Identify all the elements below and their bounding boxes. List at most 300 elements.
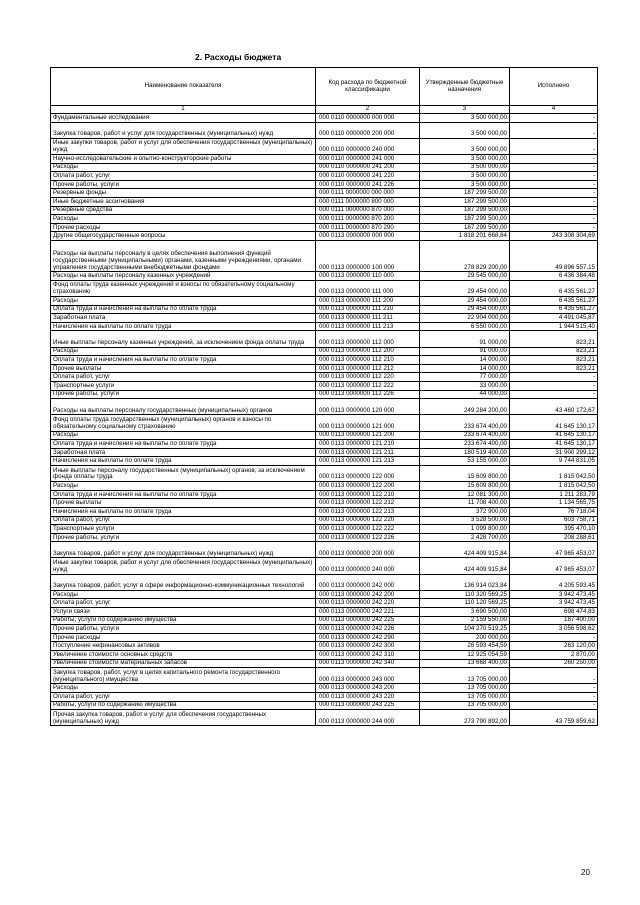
- row-code: 000 0113 0000000 242 220: [316, 599, 420, 608]
- row-code: 000 0113 0000000 122 226: [316, 533, 420, 542]
- row-executed: 1 944 515,40: [510, 322, 598, 331]
- row-executed: 41 645 130,17: [510, 415, 598, 431]
- row-code: 000 0113 0000000 100 000: [316, 240, 420, 271]
- row-name: Иные бюджетные ассигнования: [51, 197, 316, 206]
- row-executed: 263 120,00: [510, 642, 598, 651]
- row-approved: 233 674 400,00: [420, 415, 510, 431]
- row-code: 000 0113 0000000 242 300: [316, 642, 420, 651]
- row-executed: -: [510, 684, 598, 693]
- row-code: 000 0113 0000000 243 225: [316, 701, 420, 710]
- table-row: [51, 356, 598, 365]
- row-approved: 33 000,00: [420, 382, 510, 391]
- row-executed: 823,21: [510, 347, 598, 356]
- row-name: Оплата работ, услуг: [51, 599, 316, 608]
- row-approved: 29 454 000,00: [420, 280, 510, 296]
- row-approved: 200 000,00: [420, 633, 510, 642]
- row-approved: 53 155 000,00: [420, 457, 510, 466]
- row-executed: -: [510, 197, 598, 206]
- row-executed: 2 870,00: [510, 651, 598, 660]
- table-row: [51, 232, 598, 241]
- row-executed: 47 965 453,07: [510, 558, 598, 574]
- row-name: Иные выплаты персоналу казенных учреждений, за исключением фонда оплаты труда: [51, 331, 316, 347]
- table-row: [51, 642, 598, 651]
- row-approved: 233 674 400,00: [420, 431, 510, 440]
- row-code: 000 0113 0000000 242 000: [316, 574, 420, 590]
- row-name: Поступление нефинансовых активов: [51, 642, 316, 651]
- table-row: [51, 215, 598, 224]
- row-executed: 4 491 045,87: [510, 314, 598, 323]
- row-executed: 1 815 042,50: [510, 465, 598, 481]
- row-approved: 136 914 023,84: [420, 574, 510, 590]
- row-executed: -: [510, 122, 598, 138]
- row-code: 000 0113 0000000 242 200: [316, 590, 420, 599]
- row-approved: 29 545 000,00: [420, 272, 510, 281]
- row-code: 000 0113 0000000 121 210: [316, 440, 420, 449]
- table-row: [51, 180, 598, 189]
- column-number: 1: [51, 106, 316, 114]
- row-executed: 187 400,00: [510, 616, 598, 625]
- row-approved: 91 000,00: [420, 347, 510, 356]
- row-code: 000 0110 0000000 241 200: [316, 163, 420, 172]
- row-executed: -: [510, 668, 598, 684]
- row-code: 000 0111 0000000 800 000: [316, 197, 420, 206]
- row-name: Транспортные услуги: [51, 382, 316, 391]
- table-row: [51, 542, 598, 558]
- row-approved: 3 500 000,00: [420, 138, 510, 154]
- table-row: [51, 668, 598, 684]
- table-row: [51, 616, 598, 625]
- row-code: 000 0113 0000000 242 290: [316, 633, 420, 642]
- row-code: 000 0113 0000000 122 220: [316, 516, 420, 525]
- row-approved: 424 409 915,84: [420, 542, 510, 558]
- row-name: Закупка товаров, работ, услуг в сфере информационно-коммуникационных технологий: [51, 574, 316, 590]
- table-body: [51, 114, 598, 726]
- row-executed: -: [510, 390, 598, 399]
- row-code: 000 0113 0000000 242 225: [316, 616, 420, 625]
- row-code: 000 0113 0000000 121 213: [316, 457, 420, 466]
- table-row: [51, 272, 598, 281]
- row-code: 000 0113 0000000 112 000: [316, 331, 420, 347]
- row-executed: 1 134 565,75: [510, 499, 598, 508]
- row-name: Закупка товаров, работ и услуг для государственных (муниципальных) нужд: [51, 122, 316, 138]
- row-approved: 14 000,00: [420, 364, 510, 373]
- row-name: Расходы: [51, 347, 316, 356]
- row-name: Оплата труда и начисления на выплаты по оплате труда: [51, 356, 316, 365]
- table-row: [51, 507, 598, 516]
- row-name: Транспортные услуги: [51, 525, 316, 534]
- row-executed: 43 759 859,62: [510, 710, 598, 726]
- row-code: 000 0111 0000000 870 000: [316, 206, 420, 215]
- row-name: Расходы: [51, 590, 316, 599]
- row-name: Закупка товаров, работ и услуг для государственных (муниципальных) нужд: [51, 542, 316, 558]
- row-code: 000 0113 0000000 112 222: [316, 382, 420, 391]
- row-approved: 187 299 500,00: [420, 223, 510, 232]
- table-row: [51, 280, 598, 296]
- row-code: 000 0113 0000000 122 210: [316, 490, 420, 499]
- row-code: 000 0113 0000000 242 340: [316, 659, 420, 668]
- row-name: Начисления на выплаты по оплате труда: [51, 322, 316, 331]
- table-row: [51, 590, 598, 599]
- row-name: Иные закупки товаров, работ и услуг для обеспечения государственных (муниципальных) нужд: [51, 138, 316, 154]
- row-name: Иные выплаты персоналу государственных (муниципальных) органов, за исключением фонда оплаты труда: [51, 465, 316, 481]
- row-approved: 3 690 500,00: [420, 608, 510, 617]
- row-name: Расходы: [51, 215, 316, 224]
- row-approved: 187 299 500,00: [420, 189, 510, 198]
- row-code: 000 0113 0000000 242 221: [316, 608, 420, 617]
- row-approved: 13 705 000,00: [420, 684, 510, 693]
- row-name: Прочие работы, услуги: [51, 390, 316, 399]
- table-row: [51, 163, 598, 172]
- row-name: Прочие работы, услуги: [51, 533, 316, 542]
- row-approved: 3 500 000,00: [420, 163, 510, 172]
- row-approved: 1 818 201 668,84: [420, 232, 510, 241]
- table-row: [51, 331, 598, 347]
- row-code: 000 0113 0000000 122 213: [316, 507, 420, 516]
- row-name: Прочая закупка товаров, работ и услуг для обеспечения государственных (муниципальных) нужд: [51, 710, 316, 726]
- row-name: Начисления на выплаты по оплате труда: [51, 457, 316, 466]
- column-number: 4: [510, 106, 598, 114]
- row-executed: 47 965 453,07: [510, 542, 598, 558]
- row-name: Прочие работы, услуги: [51, 625, 316, 634]
- row-approved: 91 000,00: [420, 331, 510, 347]
- expenses-table: [50, 67, 598, 726]
- row-approved: 3 500 000,00: [420, 154, 510, 163]
- table-row: [51, 525, 598, 534]
- row-executed: 823,21: [510, 331, 598, 347]
- table-row: [51, 390, 598, 399]
- row-name: Резервные средства: [51, 206, 316, 215]
- row-name: Прочие выплаты: [51, 364, 316, 373]
- row-name: Увеличение стоимости материальных запасов: [51, 659, 316, 668]
- row-executed: -: [510, 215, 598, 224]
- row-approved: 3 528 500,00: [420, 516, 510, 525]
- row-code: 000 0113 0000000 240 000: [316, 558, 420, 574]
- row-approved: 249 284 200,00: [420, 399, 510, 415]
- row-code: 000 0113 0000000 122 200: [316, 482, 420, 491]
- row-executed: 6 435 561,27: [510, 305, 598, 314]
- table-row: [51, 608, 598, 617]
- table-row: [51, 197, 598, 206]
- row-executed: -: [510, 189, 598, 198]
- row-name: Фундаментальные исследования: [51, 114, 316, 123]
- column-number: 3: [420, 106, 510, 114]
- table-row: [51, 189, 598, 198]
- row-executed: 823,21: [510, 356, 598, 365]
- row-code: 000 0111 0000000 870 290: [316, 223, 420, 232]
- row-name: Фонд оплаты труда казенных учреждений и взносы по обязательному социальному страхованию: [51, 280, 316, 296]
- row-code: 000 0110 0000000 240 000: [316, 138, 420, 154]
- row-executed: 43 460 172,67: [510, 399, 598, 415]
- row-name: Иные закупки товаров, работ и услуг для обеспечения государственных (муниципальных) нужд: [51, 558, 316, 574]
- row-approved: 3 500 000,00: [420, 180, 510, 189]
- table-row: [51, 305, 598, 314]
- row-executed: 823,21: [510, 364, 598, 373]
- row-code: 000 0113 0000000 242 226: [316, 625, 420, 634]
- table-row: [51, 431, 598, 440]
- row-approved: 6 550 000,00: [420, 322, 510, 331]
- row-approved: 424 409 915,84: [420, 558, 510, 574]
- row-name: Закупка товаров, работ, услуг в целях капитального ремонта государственного (муниципального) имущества: [51, 668, 316, 684]
- table-row: [51, 314, 598, 323]
- table-row: [51, 701, 598, 710]
- row-approved: 77 000,00: [420, 373, 510, 382]
- row-code: 000 0110 0000000 200 000: [316, 122, 420, 138]
- row-code: 000 0113 0000000 000 000: [316, 232, 420, 241]
- row-approved: 372 900,00: [420, 507, 510, 516]
- row-name: Прочие выплаты: [51, 499, 316, 508]
- table-row: [51, 684, 598, 693]
- row-code: 000 0110 0000000 000 000: [316, 114, 420, 123]
- table-row: [51, 558, 598, 574]
- row-executed: 76 718,04: [510, 507, 598, 516]
- row-name: Работы, услуги по содержанию имущества: [51, 701, 316, 710]
- row-approved: 13 705 000,00: [420, 692, 510, 701]
- row-name: Оплата труда и начисления на выплаты по оплате труда: [51, 440, 316, 449]
- row-approved: 2 159 550,00: [420, 616, 510, 625]
- row-name: Прочие расходы: [51, 633, 316, 642]
- row-code: 000 0113 0000000 243 220: [316, 692, 420, 701]
- row-code: 000 0113 0000000 243 200: [316, 684, 420, 693]
- row-approved: 29 454 000,00: [420, 297, 510, 306]
- row-executed: -: [510, 154, 598, 163]
- row-code: 000 0110 0000000 241 220: [316, 172, 420, 181]
- row-name: Оплата труда и начисления на выплаты по оплате труда: [51, 490, 316, 499]
- row-name: Оплата работ, услуг: [51, 172, 316, 181]
- row-approved: 12 925 054,59: [420, 651, 510, 660]
- row-approved: 3 500 000,00: [420, 172, 510, 181]
- table-row: [51, 297, 598, 306]
- row-approved: 29 454 000,00: [420, 305, 510, 314]
- row-executed: 9 744 831,05: [510, 457, 598, 466]
- row-code: 000 0111 0000000 870 200: [316, 215, 420, 224]
- row-code: 000 0113 0000000 111 210: [316, 305, 420, 314]
- row-name: Оплата работ, услуг: [51, 692, 316, 701]
- row-name: Расходы: [51, 163, 316, 172]
- row-name: Расходы: [51, 431, 316, 440]
- row-name: Заработная плата: [51, 314, 316, 323]
- row-approved: 22 904 000,00: [420, 314, 510, 323]
- table-row: [51, 533, 598, 542]
- section-title: 2. Расходы бюджета: [195, 52, 282, 62]
- row-approved: 187 299 500,00: [420, 206, 510, 215]
- row-executed: 6 436 384,48: [510, 272, 598, 281]
- row-name: Резервные фонды: [51, 189, 316, 198]
- row-executed: 208 288,61: [510, 533, 598, 542]
- row-name: Оплата труда и начисления на выплаты по оплате труда: [51, 305, 316, 314]
- row-name: Увеличение стоимости основных средств: [51, 651, 316, 660]
- table-row: [51, 114, 598, 123]
- row-code: 000 0113 0000000 121 211: [316, 448, 420, 457]
- table-row: [51, 240, 598, 271]
- row-executed: 260 250,00: [510, 659, 598, 668]
- row-code: 000 0113 0000000 111 200: [316, 297, 420, 306]
- row-code: 000 0113 0000000 122 222: [316, 525, 420, 534]
- row-approved: 1 099 800,00: [420, 525, 510, 534]
- row-name: Расходы на выплаты персоналу государственных (муниципальных) органов: [51, 399, 316, 415]
- row-code: 000 0113 0000000 111 213: [316, 322, 420, 331]
- row-name: Начисления на выплаты по оплате труда: [51, 507, 316, 516]
- row-code: 000 0113 0000000 243 000: [316, 668, 420, 684]
- table-row: [51, 382, 598, 391]
- row-approved: 3 500 000,00: [420, 122, 510, 138]
- row-code: 000 0113 0000000 122 000: [316, 465, 420, 481]
- row-executed: -: [510, 373, 598, 382]
- row-executed: -: [510, 163, 598, 172]
- row-approved: 26 593 454,59: [420, 642, 510, 651]
- row-approved: 233 674 400,00: [420, 440, 510, 449]
- table-row: [51, 499, 598, 508]
- row-code: 000 0113 0000000 200 000: [316, 542, 420, 558]
- row-name: Услуги связи: [51, 608, 316, 617]
- row-code: 000 0113 0000000 112 210: [316, 356, 420, 365]
- header-approved: Утвержденные бюджетные назначения: [420, 68, 510, 106]
- table-row: [51, 599, 598, 608]
- header-expense-code: Код расхода по бюджетной классификации: [316, 68, 420, 106]
- row-executed: 243 308 304,69: [510, 232, 598, 241]
- table-row: [51, 172, 598, 181]
- column-number: 2: [316, 106, 420, 114]
- row-name: Научно-исследовательские и опытно-конструкторские работы: [51, 154, 316, 163]
- row-name: Расходы: [51, 684, 316, 693]
- row-executed: -: [510, 701, 598, 710]
- row-executed: 3 942 473,45: [510, 599, 598, 608]
- row-approved: 278 829 200,00: [420, 240, 510, 271]
- row-name: Работы, услуги по содержанию имущества: [51, 616, 316, 625]
- table-row: [51, 122, 598, 138]
- table-row: [51, 448, 598, 457]
- row-approved: 187 299 500,00: [420, 197, 510, 206]
- table-row: [51, 154, 598, 163]
- row-name: Другие общегосударственные вопросы: [51, 232, 316, 241]
- row-approved: 15 609 800,00: [420, 482, 510, 491]
- row-approved: 44 000,00: [420, 390, 510, 399]
- row-executed: -: [510, 382, 598, 391]
- table-row: [51, 206, 598, 215]
- row-approved: 15 609 800,00: [420, 465, 510, 481]
- column-number-row: [51, 106, 598, 114]
- header-executed: Исполнено: [510, 68, 598, 106]
- row-executed: 698 474,83: [510, 608, 598, 617]
- row-approved: 273 790 892,00: [420, 710, 510, 726]
- row-code: 000 0113 0000000 121 000: [316, 415, 420, 431]
- row-executed: 6 435 561,27: [510, 280, 598, 296]
- row-code: 000 0111 0000000 000 000: [316, 189, 420, 198]
- table-row: [51, 651, 598, 660]
- table-row: [51, 415, 598, 431]
- table-row: [51, 364, 598, 373]
- row-code: 000 0113 0000000 112 200: [316, 347, 420, 356]
- row-name: Прочие расходы: [51, 223, 316, 232]
- row-approved: 3 500 000,00: [420, 114, 510, 123]
- page-number: 20: [581, 868, 590, 877]
- table-row: [51, 625, 598, 634]
- row-executed: 3 056 598,62: [510, 625, 598, 634]
- table-row: [51, 490, 598, 499]
- table-row: [51, 138, 598, 154]
- row-name: Заработная плата: [51, 448, 316, 457]
- row-code: 000 0113 0000000 111 000: [316, 280, 420, 296]
- row-executed: -: [510, 114, 598, 123]
- row-executed: 31 900 299,12: [510, 448, 598, 457]
- row-executed: -: [510, 223, 598, 232]
- row-executed: -: [510, 138, 598, 154]
- table-row: [51, 574, 598, 590]
- row-approved: 13 705 000,00: [420, 668, 510, 684]
- row-executed: 4 205 593,45: [510, 574, 598, 590]
- row-executed: 49 896 557,15: [510, 240, 598, 271]
- table-row: [51, 223, 598, 232]
- table-row: [51, 633, 598, 642]
- row-code: 000 0113 0000000 112 212: [316, 364, 420, 373]
- row-name: Оплата работ, услуг: [51, 373, 316, 382]
- row-executed: -: [510, 172, 598, 181]
- row-code: 000 0113 0000000 122 212: [316, 499, 420, 508]
- table-row: [51, 373, 598, 382]
- row-code: 000 0110 0000000 241 000: [316, 154, 420, 163]
- row-approved: 13 705 000,00: [420, 701, 510, 710]
- row-name: Расходы: [51, 482, 316, 491]
- row-name: Расходы на выплаты персоналу казенных учреждений: [51, 272, 316, 281]
- table-row: [51, 659, 598, 668]
- row-executed: 603 758,71: [510, 516, 598, 525]
- table-row: [51, 457, 598, 466]
- table-row: [51, 710, 598, 726]
- row-approved: 12 081 300,00: [420, 490, 510, 499]
- row-executed: 6 435 561,27: [510, 297, 598, 306]
- table-row: [51, 516, 598, 525]
- row-code: 000 0113 0000000 121 200: [316, 431, 420, 440]
- row-code: 000 0113 0000000 120 000: [316, 399, 420, 415]
- row-executed: -: [510, 206, 598, 215]
- row-name: Расходы на выплаты персоналу в целях обеспечения выполнения функций государственными (муниципальными) органами, казенными учреждениями, органами управления государственными внебюджетными фондами: [51, 240, 316, 271]
- row-code: 000 0110 0000000 241 226: [316, 180, 420, 189]
- row-approved: 180 519 400,00: [420, 448, 510, 457]
- row-approved: 14 000,00: [420, 356, 510, 365]
- table-row: [51, 347, 598, 356]
- row-approved: 110 320 569,25: [420, 590, 510, 599]
- row-code: 000 0113 0000000 242 310: [316, 651, 420, 660]
- table-header-row: [51, 68, 598, 106]
- row-executed: 1 211 283,79: [510, 490, 598, 499]
- row-approved: 13 668 400,00: [420, 659, 510, 668]
- row-code: 000 0113 0000000 111 211: [316, 314, 420, 323]
- row-name: Расходы: [51, 297, 316, 306]
- row-code: 000 0113 0000000 112 226: [316, 390, 420, 399]
- row-executed: -: [510, 180, 598, 189]
- row-name: Прочие работы, услуги: [51, 180, 316, 189]
- table-row: [51, 482, 598, 491]
- row-approved: 187 299 500,00: [420, 215, 510, 224]
- row-approved: 110 120 569,25: [420, 599, 510, 608]
- row-name: Оплата работ, услуг: [51, 516, 316, 525]
- row-executed: 1 815 042,50: [510, 482, 598, 491]
- row-approved: 11 708 400,00: [420, 499, 510, 508]
- row-executed: -: [510, 692, 598, 701]
- row-code: 000 0113 0000000 112 220: [316, 373, 420, 382]
- table-row: [51, 465, 598, 481]
- table-row: [51, 322, 598, 331]
- row-executed: 41 645 130,17: [510, 440, 598, 449]
- row-executed: -: [510, 633, 598, 642]
- header-indicator-name: Наименование показателя: [51, 68, 316, 106]
- row-code: 000 0113 0000000 110 000: [316, 272, 420, 281]
- row-approved: 104 270 519,25: [420, 625, 510, 634]
- row-executed: 3 942 473,45: [510, 590, 598, 599]
- row-executed: 395 470,10: [510, 525, 598, 534]
- table-row: [51, 399, 598, 415]
- row-code: 000 0113 0000000 244 000: [316, 710, 420, 726]
- row-executed: 41 645 130,17: [510, 431, 598, 440]
